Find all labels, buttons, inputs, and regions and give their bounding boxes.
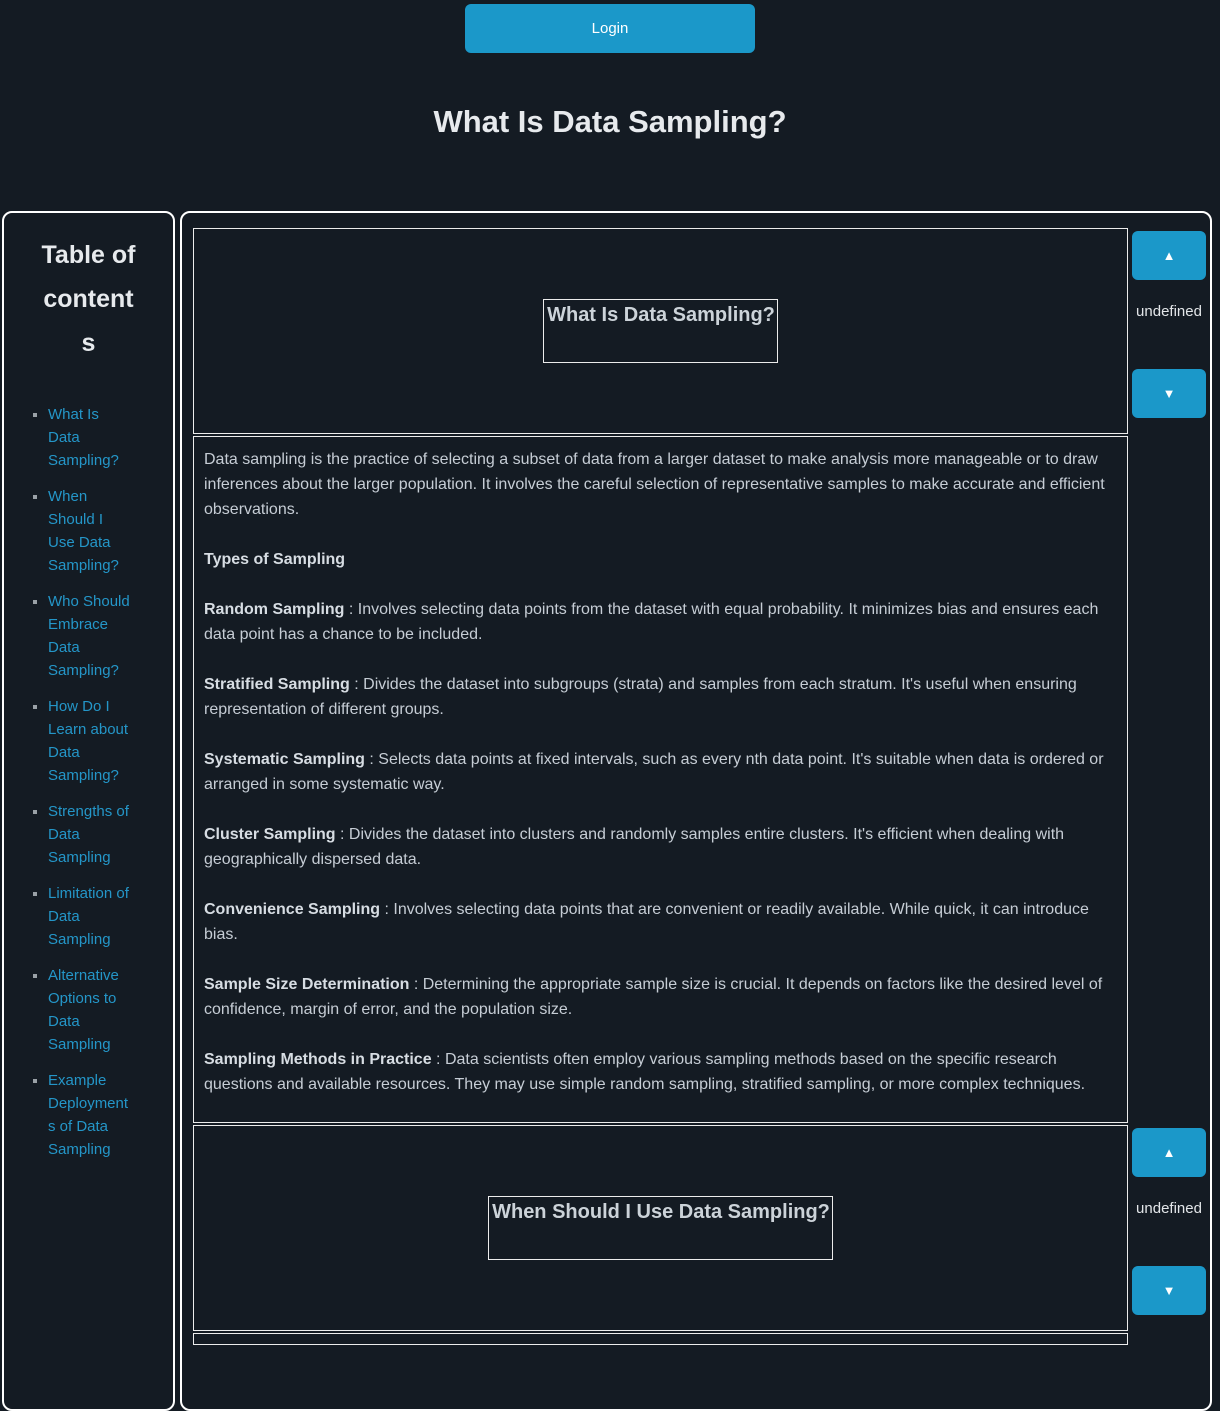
section-what-is-data-sampling <box>193 228 1208 1123</box>
toc-item <box>48 1069 130 1161</box>
paragraph-text: : Determining the appropriate sample size is crucial. It depends on factors like the desired level of confidence, margin of error, and the population size. <box>204 976 1103 1018</box>
login-button[interactable]: Login <box>465 4 755 53</box>
paragraph-text: : Involves selecting data points that are convenient or readily available. While quick, it can introduce bias. <box>204 901 1089 943</box>
section-header-box <box>193 228 1128 434</box>
move-section-up-button[interactable] <box>1132 231 1206 280</box>
section-title-box <box>543 299 778 363</box>
toc-item <box>48 403 130 472</box>
move-section-up-button[interactable] <box>1132 1128 1206 1177</box>
paragraph-lead: Types of Sampling <box>204 551 346 568</box>
paragraph-text: Data sampling is the practice of selecting a subset of data from a larger dataset to make analysis more manageable or to draw inferences about the larger population. It involves the careful selection of representative samples to make accurate and efficient observations. <box>204 451 1105 518</box>
top-header <box>0 4 1220 140</box>
toc-sidebar <box>2 211 175 1411</box>
toc-title: Table of contents <box>41 241 136 357</box>
paragraph-text: : Selects data points at fixed intervals, such as every nth data point. It's suitable when data is ordered or arranged in some systematic way. <box>204 751 1104 793</box>
content-panel <box>180 211 1212 1411</box>
paragraph <box>204 547 1117 572</box>
down-arrow-icon: ▼ <box>1162 386 1176 401</box>
up-arrow-icon: ▲ <box>1162 1145 1176 1160</box>
section-body-box <box>193 436 1128 1123</box>
paragraph-text: : Divides the dataset into subgroups (strata) and samples from each stratum. It's useful when ensuring representation of different groups. <box>204 676 1077 718</box>
paragraph <box>204 597 1117 647</box>
paragraph <box>204 447 1117 522</box>
paragraph-lead: Sample Size Determination <box>204 976 410 993</box>
paragraph <box>204 747 1117 797</box>
section-when-should-i-use-data-sampling <box>193 1125 1208 1345</box>
move-section-down-button[interactable] <box>1132 1266 1206 1315</box>
paragraph-lead: Cluster Sampling <box>204 826 336 843</box>
toc-item <box>48 695 130 787</box>
toc-link-how-do-i-learn[interactable]: How Do I Learn about Data Sampling? <box>48 698 129 784</box>
toc-item <box>48 964 130 1056</box>
paragraph <box>204 672 1117 722</box>
main-layout <box>0 211 1220 1411</box>
move-section-down-button[interactable] <box>1132 369 1206 418</box>
section-header-box <box>193 1125 1128 1331</box>
paragraph <box>204 1047 1117 1097</box>
section-controls <box>1130 228 1208 418</box>
section-content-column <box>193 228 1128 1123</box>
toc-link-what-is-data-sampling[interactable]: What Is Data Sampling? <box>48 406 119 469</box>
section-title: When Should I Use Data Sampling? <box>492 1201 830 1223</box>
section-status-label: undefined <box>1136 1200 1202 1217</box>
toc-item <box>48 800 130 869</box>
section-status-label: undefined <box>1136 303 1202 320</box>
paragraph-text: : Divides the dataset into clusters and randomly samples entire clusters. It's efficient when dealing with geographically dispersed data. <box>204 826 1065 868</box>
toc-item <box>48 485 130 577</box>
paragraph-lead: Sampling Methods in Practice <box>204 1051 432 1068</box>
section-content-column <box>193 1125 1128 1345</box>
toc-list <box>18 403 159 1161</box>
paragraph <box>204 897 1117 947</box>
up-arrow-icon: ▲ <box>1162 248 1176 263</box>
page-title: What Is Data Sampling? <box>433 104 787 139</box>
toc-link-alternative-options[interactable]: Alternative Options to Data Sampling <box>48 967 119 1053</box>
section-title-box <box>488 1196 833 1260</box>
paragraph-text: : Involves selecting data points from the dataset with equal probability. It minimizes bias and ensures each data point has a chance to be included. <box>204 601 1099 643</box>
paragraph-lead: Stratified Sampling <box>204 676 350 693</box>
paragraph-lead: Systematic Sampling <box>204 751 365 768</box>
section-controls <box>1130 1125 1208 1315</box>
paragraph-lead: Random Sampling <box>204 601 345 618</box>
toc-link-strengths[interactable]: Strengths of Data Sampling <box>48 803 129 866</box>
toc-link-when-should-i-use[interactable]: When Should I Use Data Sampling? <box>48 488 119 574</box>
paragraph-text: : Data scientists often employ various sampling methods based on the specific research questions and available resources. They may use simple random sampling, stratified sampling, or more complex techniques. <box>204 1051 1086 1093</box>
section-body-box <box>193 1333 1128 1345</box>
down-arrow-icon: ▼ <box>1162 1283 1176 1298</box>
toc-item <box>48 882 130 951</box>
paragraph <box>204 822 1117 872</box>
toc-item <box>48 590 130 682</box>
paragraph <box>204 972 1117 1022</box>
toc-link-limitation[interactable]: Limitation of Data Sampling <box>48 885 129 948</box>
toc-link-example-deployments[interactable]: Example Deployments of Data Sampling <box>48 1072 129 1158</box>
section-title: What Is Data Sampling? <box>547 304 775 326</box>
toc-link-who-should-embrace[interactable]: Who Should Embrace Data Sampling? <box>48 593 130 679</box>
paragraph-lead: Convenience Sampling <box>204 901 381 918</box>
